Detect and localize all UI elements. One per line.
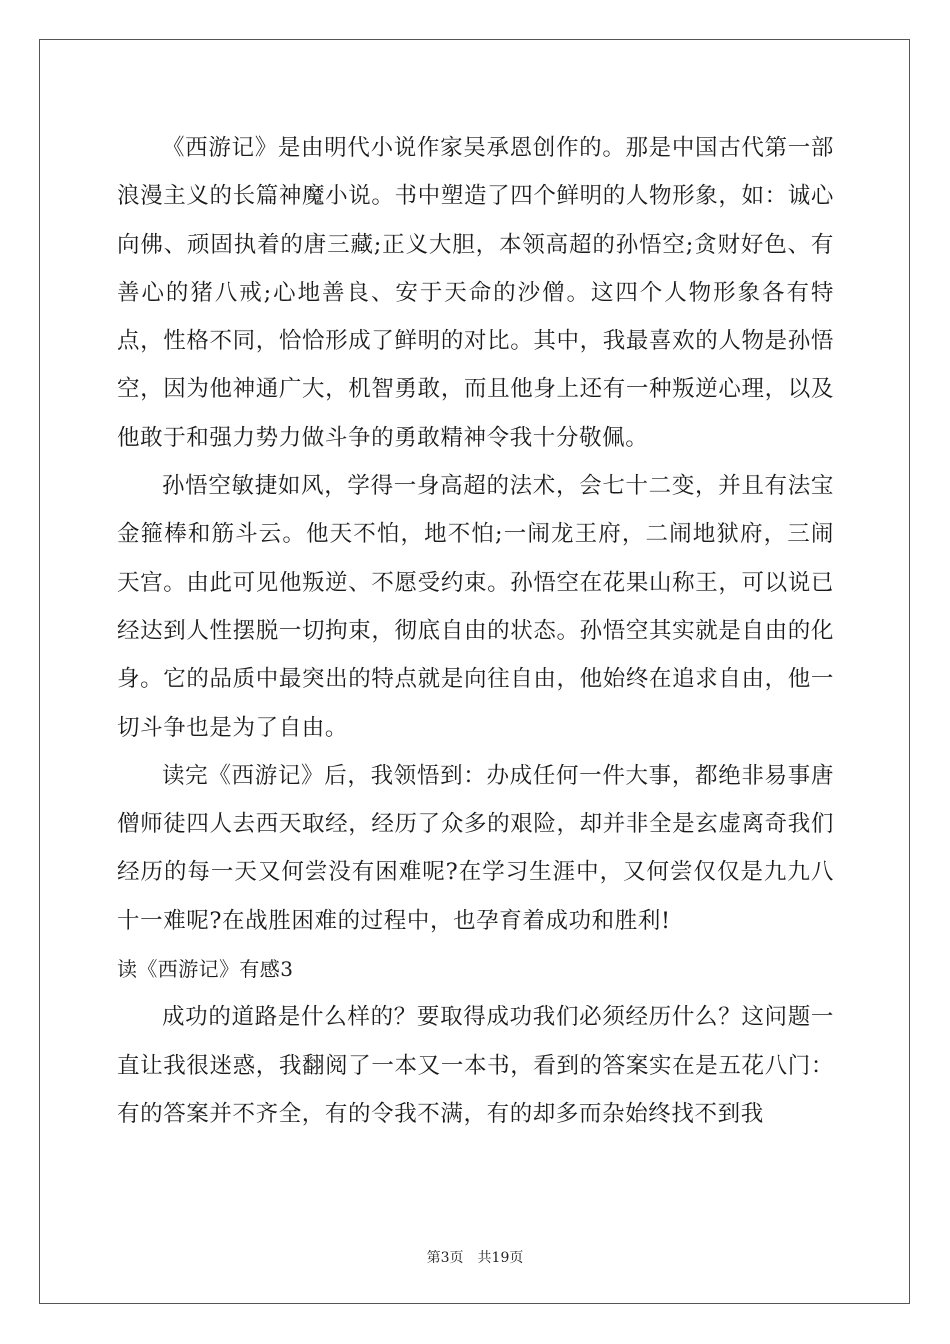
page-number: 第3页 [426,1250,464,1266]
section-heading: 读《西游记》有感3 [117,957,294,982]
body-paragraph-1: 《西游记》是由明代小说作家吴承恩创作的。那是中国古代第一部浪漫主义的长篇神魔小说。书中塑造了四个鲜明的人物形象，如：诚心向佛、顽固执着的唐三藏;正义大胆，本领高超的孙悟空;贪财好色、有善心的猪八戒;心地善良、安于天命的沙僧。这四个人物形象各有特点，性格不同，恰恰形成了鲜明的对比。其中，我最喜欢的人物是孙悟空，因为他神通广大，机智勇敢，而且他身上还有一种叛逆心理，以及他敢于和强力势力做斗争的勇敢精神令我十分敬佩。 [117,135,834,451]
body-paragraph-4: 成功的道路是什么样的？要取得成功我们必须经历什么？这问题一直让我很迷惑，我翻阅了一本又一本书，看到的答案实在是五花八门：有的答案并不齐全，有的令我不满，有的却多而杂始终找不到我 [117,1004,834,1127]
body-paragraph-2: 孙悟空敏捷如风，学得一身高超的法术，会七十二变，并且有法宝金箍棒和筋斗云。他天不怕，地不怕;一闹龙王府，二闹地狱府，三闹天宫。由此可见他叛逆、不愿受约束。孙悟空在花果山称王，可以说已经达到人性摆脱一切拘束，彻底自由的状态。孙悟空其实就是自由的化身。它的品质中最突出的特点就是向往自由，他始终在追求自由，他一切斗争也是为了自由。 [117,473,834,741]
page-total: 共19页 [477,1250,524,1266]
document-body [117,124,834,1138]
body-paragraph-3: 读完《西游记》后，我领悟到：办成任何一件大事，都绝非易事唐僧师徒四人去西天取经，经历了众多的艰险，却并非全是玄虚离奇我们经历的每一天又何尝没有困难呢?在学习生涯中，又何尝仅仅是九九八十一难呢?在战胜困难的过程中，也孕育着成功和胜利! [117,762,834,934]
page-footer [0,1247,950,1267]
